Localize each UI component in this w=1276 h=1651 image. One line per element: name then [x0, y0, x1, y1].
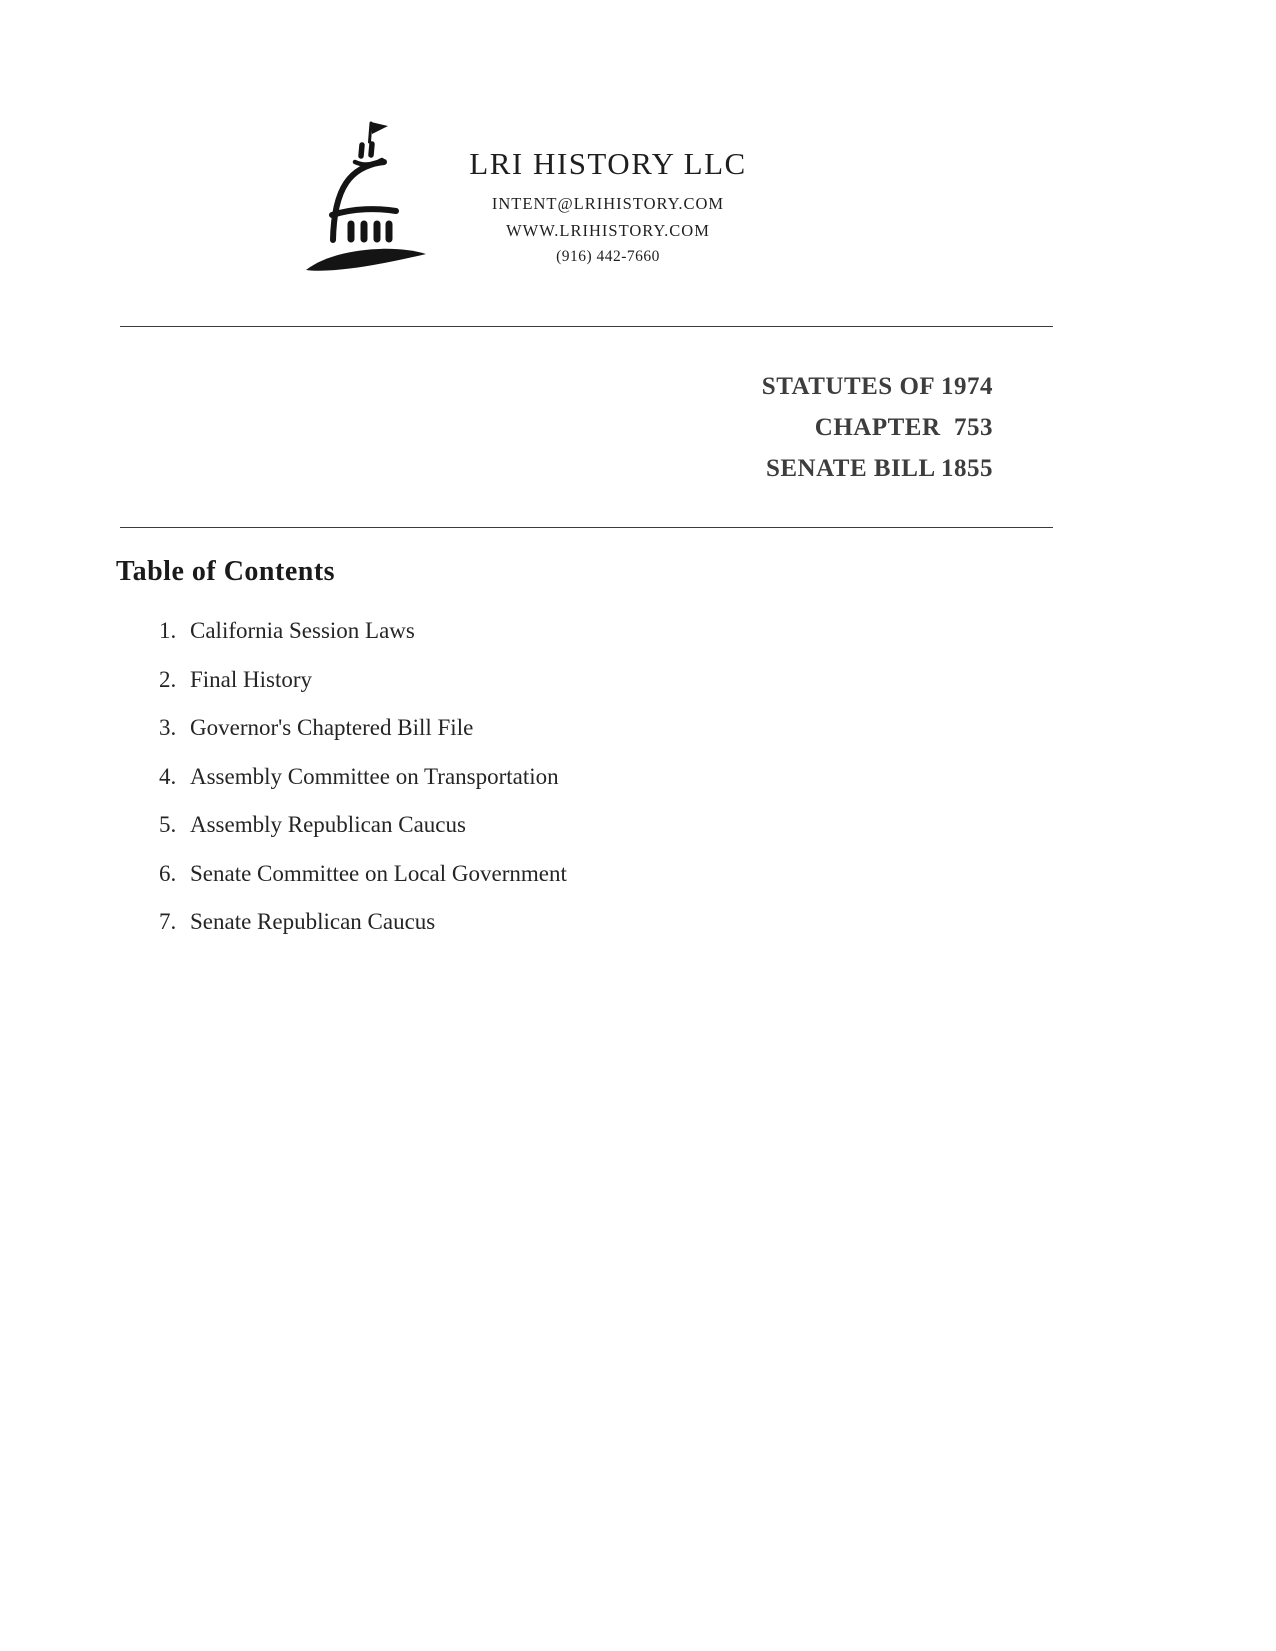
- toc-item: 3. Governor's Chaptered Bill File: [182, 715, 567, 741]
- chapter-line: CHAPTER 753: [814, 414, 993, 441]
- divider-top: [120, 326, 1053, 327]
- toc-list: [137, 618, 567, 958]
- senate-bill-line: SENATE BILL 1855: [765, 455, 993, 482]
- toc-item: 4. Assembly Committee on Transportation: [182, 764, 567, 790]
- capitol-dome-sketch-icon: [292, 118, 442, 288]
- toc-item: 1. California Session Laws: [182, 618, 567, 644]
- divider-bottom: [120, 527, 1053, 528]
- toc-item: 6. Senate Committee on Local Government: [182, 861, 567, 887]
- toc-item: 2. Final History: [182, 667, 567, 693]
- company-contact-block: [448, 146, 768, 266]
- company-email: INTENT@LRIHISTORY.COM: [491, 194, 725, 213]
- toc-item: 7. Senate Republican Caucus: [182, 909, 567, 935]
- company-phone: (916) 442-7660: [556, 248, 660, 265]
- toc-item: 5. Assembly Republican Caucus: [182, 812, 567, 838]
- statutes-line: STATUTES OF 1974: [761, 373, 993, 400]
- statutes-heading-block: [762, 366, 993, 489]
- company-website: WWW.LRIHISTORY.COM: [506, 221, 710, 240]
- company-name: LRI HISTORY LLC: [469, 146, 747, 181]
- toc-title: Table of Contents: [116, 556, 336, 587]
